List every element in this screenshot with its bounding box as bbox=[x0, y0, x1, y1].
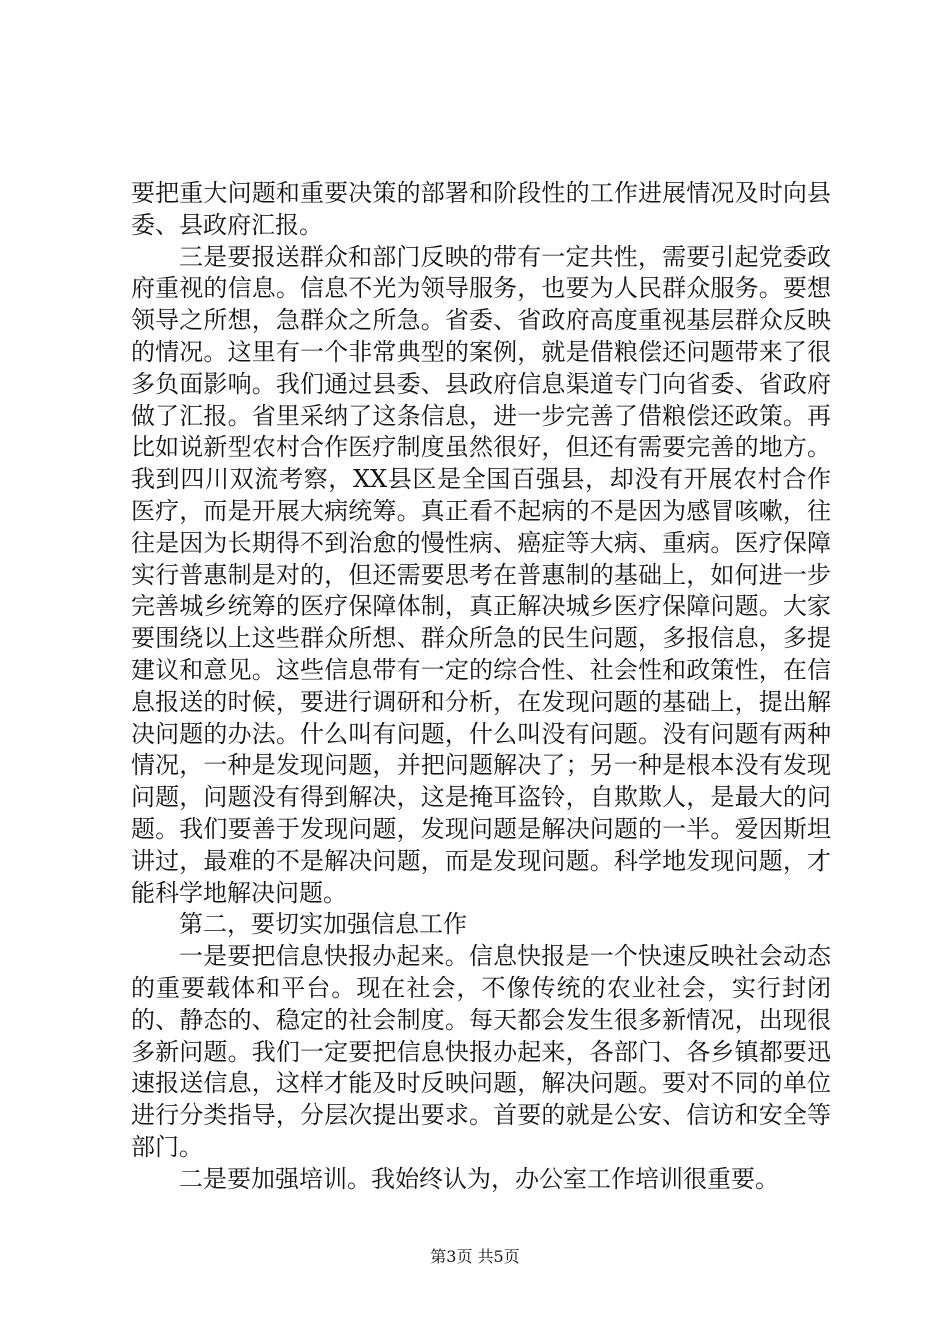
page-footer: 第3页 共5页 bbox=[430, 1247, 520, 1266]
paragraph-2: 三是要报送群众和部门反映的带有一定共性，需要引起党委政府重视的信息。信息不光为领导服务，也要为人民群众服务。要想领导之所想，急群众之所急。省委、省政府高度重视基层群众反映的情况。这里有一个非常典型的案例，就是借粮偿还问题带来了很多负面影响。我们通过县委、县政府信息渠道专门向省委、省政府做了汇报。省里采纳了这条信息，进一步完善了借粮偿还政策。再比如说新型农村合作医疗制度虽然很好，但还有需要完善的地方。我到四川双流考察，XX县区是全国百强县，却没有开展农村合作医疗，而是开展大病统筹。真正看不起病的不是因为感冒咳嗽，往往是因为长期得不到治愈的慢性病、癌症等大病、重病。医疗保障实行普惠制是对的，但还需要思考在普惠制的基础上，如何进一步完善城乡统筹的医疗保障体制，真正解决城乡医疗保障问题。大家要围绕以上这些群众所想、群众所急的民生问题，多报信息，多提建议和意见。这些信息带有一定的综合性、社会性和政策性，在信息报送的时候，要进行调研和分析，在发现问题的基础上，提出解决问题的办法。什么叫有问题，什么叫没有问题。没有问题有两种情况，一种是发现问题，并把问题解决了；另一种是根本没有发现问题，问题没有得到解决，这是掩耳盗铃，自欺欺人，是最大的问题。我们要善于发现问题，发现问题是解决问题的一半。爱因斯坦讲过，最难的不是解决问题，而是发现问题。科学地发现问题，才能科学地解决问题。 bbox=[131, 242, 831, 907]
section-heading: 第二，要切实加强信息工作 bbox=[179, 910, 467, 939]
paragraph-3: 一是要把信息快报办起来。信息快报是一个快速反映社会动态的重要载体和平台。现在社会，不像传统的农业社会，实行封闭的、静态的、稳定的社会制度。每天都会发生很多新情况，出现很多新问题。我们一定要把信息快报办起来，各部门、各乡镇都要迅速报送信息，这样才能及时反映问题，解决问题。要对不同的单位进行分类指导，分层次提出要求。首要的就是公安、信访和安全等部门。 bbox=[131, 942, 831, 1161]
body-text bbox=[131, 178, 831, 1196]
paragraph-1: 要把重大问题和重要决策的部署和阶段性的工作进展情况及时向县委、县政府汇报。 bbox=[131, 179, 831, 239]
paragraph-4: 二是要加强培训。我始终认为，办公室工作培训很重要。 bbox=[179, 1164, 779, 1193]
